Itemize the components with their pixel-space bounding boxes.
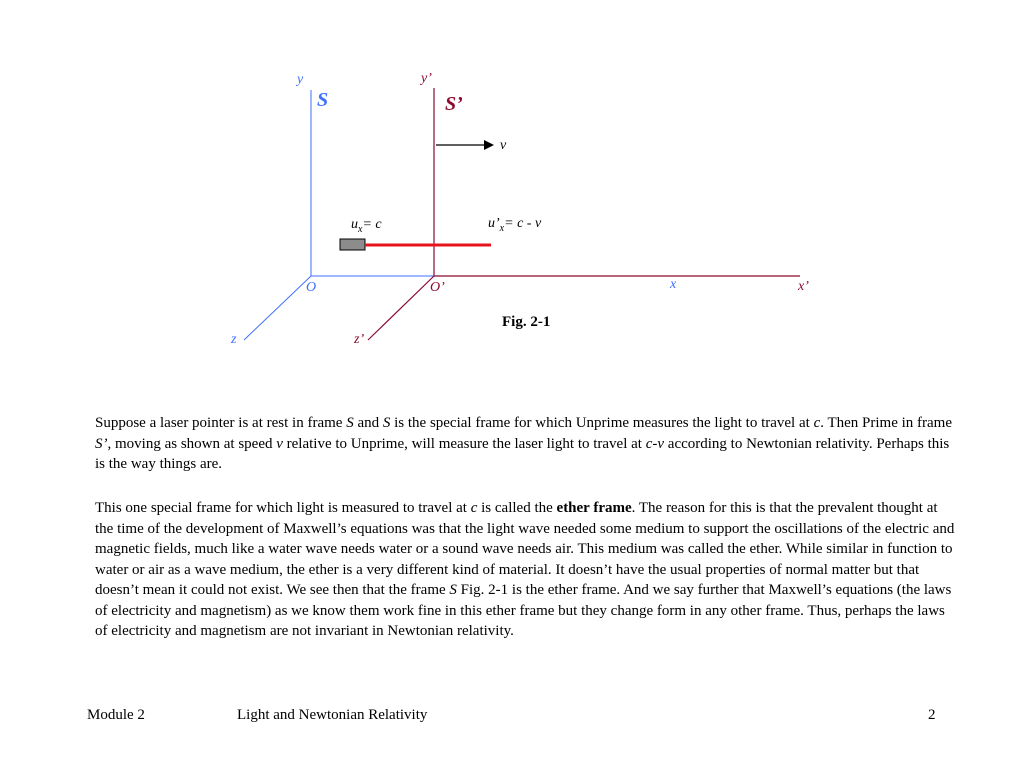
velocity-arrowhead (484, 140, 494, 150)
s-y-label: y (297, 72, 304, 87)
s-x-label: x (670, 277, 677, 292)
laser-pointer (340, 239, 365, 250)
footer-module: Module 2 (87, 707, 145, 723)
paragraph-laser-frames: Suppose a laser pointer is at rest in frame S and S is the special frame for which Unprime measures the light to travel at c. Then Prime in frame S’, moving as shown at speed v relative to Unprime, will measure the laser light to travel at c-v according to Newtonian relativity. Perhaps this is the way things are. (95, 415, 953, 472)
s-prime-z-axis (368, 276, 434, 340)
frame-s-prime-label: S’ (445, 93, 463, 115)
footer-page-number: 2 (928, 707, 936, 723)
s-origin-label: O (306, 280, 317, 295)
s-prime-y-label: y’ (421, 71, 432, 86)
footer-title: Light and Newtonian Relativity (237, 707, 428, 723)
speed-in-s-label: $u_x= c$ (351, 217, 382, 235)
s-z-axis (244, 276, 311, 340)
speed-in-s-prime-label: $u’_x= c - v$ (488, 216, 542, 234)
paragraph-ether-frame: This one special frame for which light is measured to travel at c is called the ether frame. The reason for this is that the prevalent thought at the time of the development of Maxwell’s equations was that the light wave needed some medium to support the oscillations of the electric and magnetic fields, much like a water wave needs water or a sound wave needs air. This medium was called the ether. While similar in function to water or air as a wave medium, the ether is a very different kind of material. It doesn’t have the usual properties of normal matter but that doesn’t mean it could not exist. We see then that the frame S Fig. 2-1 is the ether frame. And we say further that Maxwell’s equations (the laws of electricity and magnetism) as we know them work fine in this ether frame but they change form in any other frame. Thus, perhaps the laws of electricity and magnetism are not invariant in Newtonian relativity. (95, 500, 955, 639)
s-prime-origin-label: O’ (430, 280, 445, 295)
velocity-label: v (500, 138, 507, 153)
s-prime-x-label: x’ (798, 279, 809, 294)
frame-s-label: S (317, 89, 329, 111)
s-z-label: z (231, 332, 237, 347)
s-prime-z-label: z’ (354, 332, 365, 347)
figure-caption: Fig. 2-1 (502, 314, 551, 330)
